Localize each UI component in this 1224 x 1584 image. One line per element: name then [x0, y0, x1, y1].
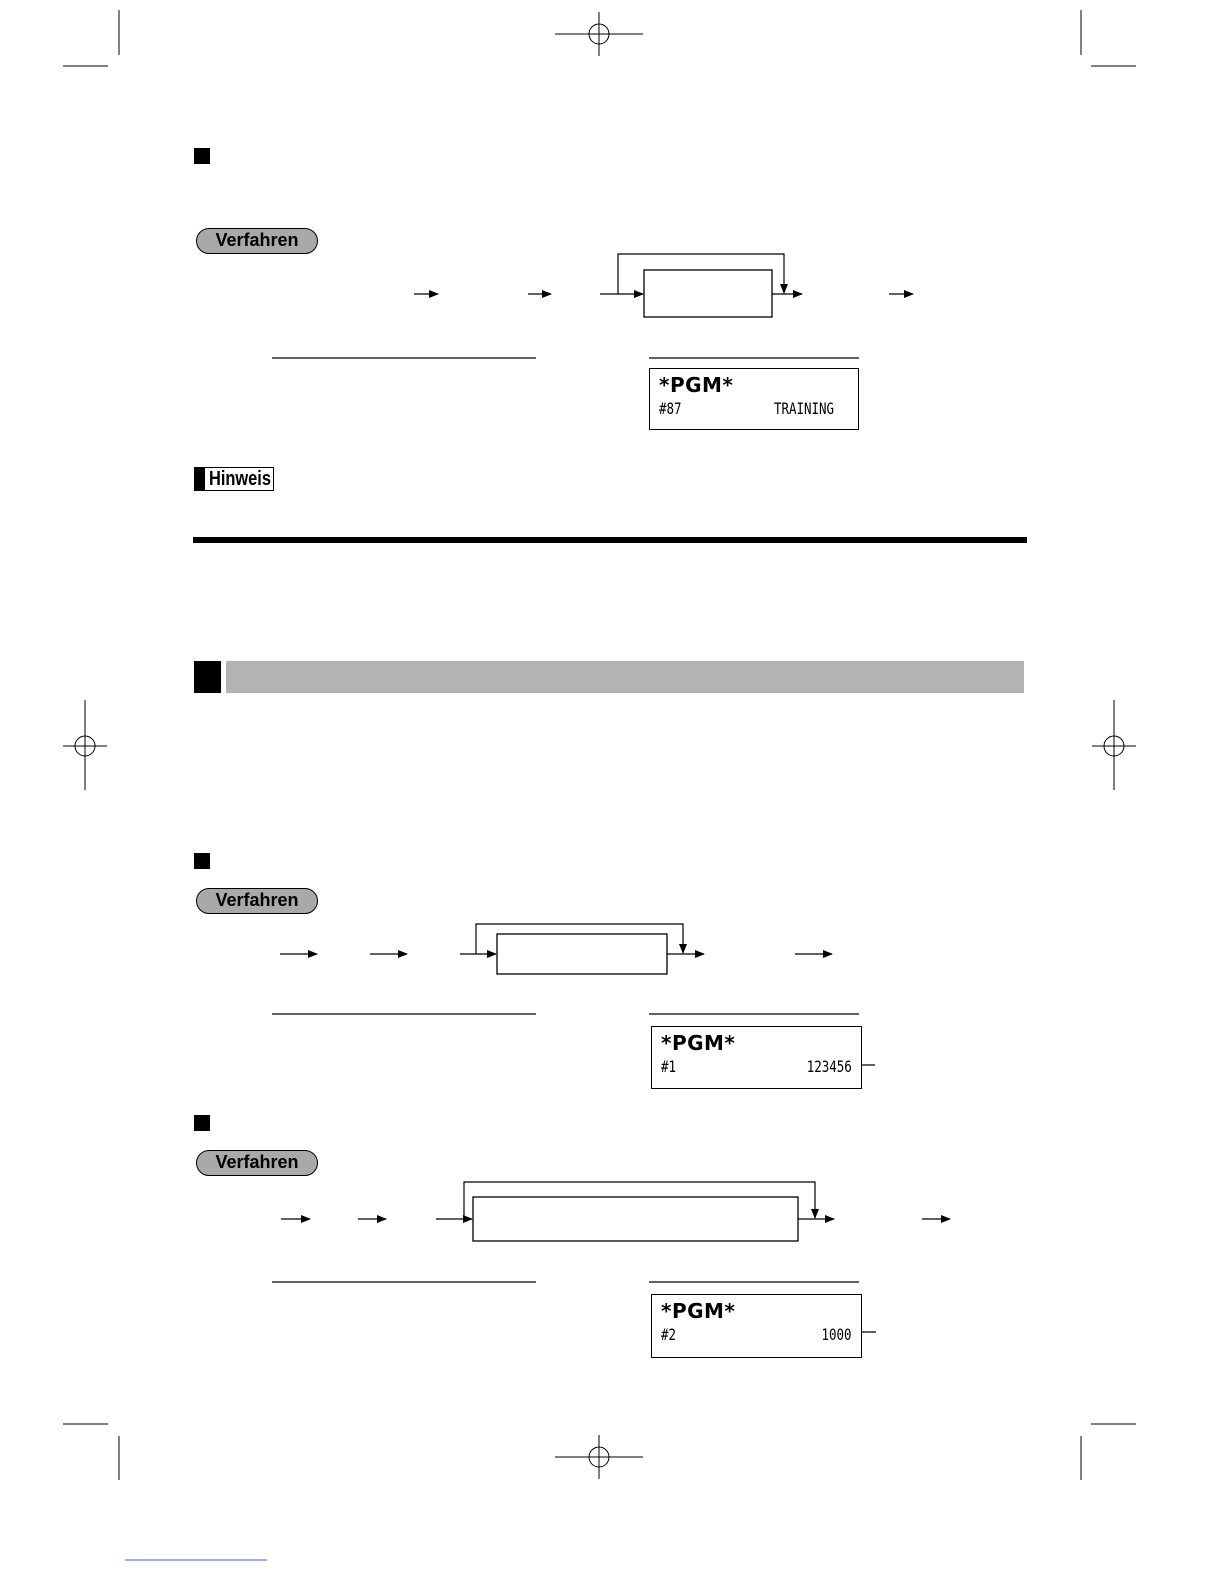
lcd-display: [651, 1026, 862, 1089]
display-value: 1000: [821, 1325, 852, 1344]
procedure-label: Verfahren: [196, 228, 318, 254]
display-value: 123456: [806, 1057, 852, 1076]
note-label-bar: [195, 468, 205, 490]
display-title: *PGM*: [659, 373, 734, 397]
display-title: *PGM*: [661, 1299, 736, 1323]
section-marker-square: [194, 661, 221, 693]
procedure-label: Verfahren: [196, 1150, 318, 1176]
bullet-square: [194, 1115, 210, 1131]
display-code: #1: [661, 1057, 677, 1076]
flow-diagram-1: [272, 254, 913, 358]
lcd-display: [649, 368, 859, 430]
note-label: [194, 467, 274, 491]
bullet-square: [194, 148, 210, 164]
note-label-text: Hinweis: [209, 468, 271, 490]
display-code: #87: [659, 399, 682, 418]
section-header-bar: [226, 661, 1024, 693]
display-value: TRAINING: [773, 399, 834, 418]
bullet-square: [194, 853, 210, 869]
lcd-display: [651, 1294, 862, 1358]
display-code: #2: [661, 1325, 677, 1344]
section-rule: [193, 537, 1027, 543]
procedure-label: Verfahren: [196, 888, 318, 914]
display-title: *PGM*: [661, 1031, 736, 1055]
